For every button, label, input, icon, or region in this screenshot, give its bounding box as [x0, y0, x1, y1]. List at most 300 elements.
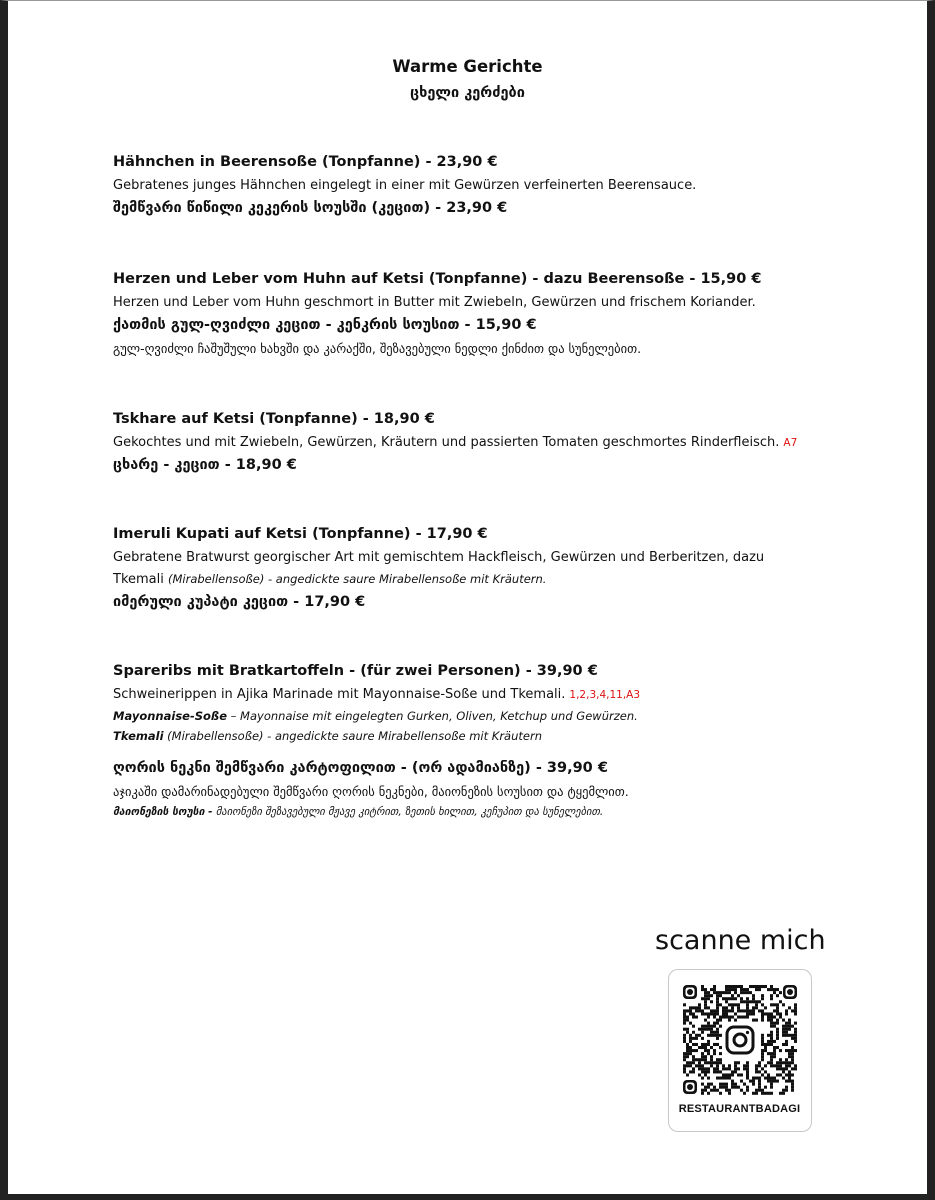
qr-module: [695, 1006, 698, 1009]
qr-module: [731, 1006, 734, 1009]
qr-module: [710, 994, 713, 997]
qr-module: [713, 1086, 716, 1089]
qr-module: [704, 1089, 707, 1092]
qr-module: [785, 1009, 788, 1012]
qr-module: [767, 1073, 770, 1076]
qr-module: [737, 1003, 740, 1006]
item-desc-text: Schweinerippen in Ajika Marinade mit Mayonnaise-Soße und Tkemali.: [113, 687, 566, 702]
qr-module: [743, 1016, 746, 1019]
qr-module: [767, 1092, 770, 1095]
qr-module: [761, 1052, 764, 1055]
qr-module: [785, 1067, 788, 1070]
sauce-desc: – Mayonnaise mit eingelegten Gurken, Oliven, Ketchup und Gewürzen.: [230, 709, 638, 723]
qr-module: [719, 994, 722, 997]
qr-module: [701, 1043, 704, 1046]
qr-module: [683, 1040, 686, 1043]
qr-module: [731, 1070, 734, 1073]
qr-module: [719, 1061, 722, 1064]
qr-module: [785, 1089, 788, 1092]
qr-module: [743, 1000, 746, 1003]
qr-module: [794, 1009, 797, 1012]
qr-module: [755, 1067, 758, 1070]
qr-module: [758, 1089, 761, 1092]
qr-module: [722, 1012, 725, 1015]
qr-module: [737, 985, 740, 988]
qr-module: [692, 1037, 695, 1040]
qr-module: [743, 1067, 746, 1070]
qr-module: [755, 988, 758, 991]
qr-module: [794, 1006, 797, 1009]
qr-module: [731, 1073, 734, 1076]
qr-module: [713, 1031, 716, 1034]
qr-module: [785, 1025, 788, 1028]
qr-module: [707, 1034, 710, 1037]
qr-module: [752, 1019, 755, 1022]
qr-module: [791, 1089, 794, 1092]
qr-module: [728, 1016, 731, 1019]
qr-module: [683, 1003, 686, 1006]
qr-module: [752, 1012, 755, 1015]
qr-module: [770, 1077, 773, 1080]
qr-module: [689, 1040, 692, 1043]
qr-module: [788, 1073, 791, 1076]
qr-module: [791, 1061, 794, 1064]
qr-module: [686, 1009, 689, 1012]
qr-module: [734, 988, 737, 991]
qr-module: [725, 985, 728, 988]
qr-module: [746, 1012, 749, 1015]
item-name-de: Tskhare auf Ketsi (Tonpfanne) - 18,90 €: [113, 411, 435, 427]
qr-module: [749, 985, 752, 988]
sauce-desc-ka: მაიონეზი შეზავებული მჟავე კიტრით, ზეთის ხილით, კეჩუპით და სუნელებით.: [215, 806, 604, 818]
qr-module: [770, 1061, 773, 1064]
qr-module: [728, 1003, 731, 1006]
qr-module: [767, 1061, 770, 1064]
qr-module: [701, 1070, 704, 1073]
qr-module: [785, 1040, 788, 1043]
instagram-icon: [723, 1023, 757, 1057]
qr-module: [794, 1067, 797, 1070]
qr-module: [716, 997, 719, 1000]
qr-module: [788, 1055, 791, 1058]
qr-module: [704, 988, 707, 991]
qr-module: [689, 1052, 692, 1055]
qr-module: [686, 1043, 689, 1046]
qr-module: [725, 1016, 728, 1019]
qr-module: [764, 1070, 767, 1073]
qr-module: [713, 1061, 716, 1064]
qr-module: [764, 1046, 767, 1049]
qr-module: [701, 1052, 704, 1055]
qr-module: [722, 1077, 725, 1080]
qr-module: [773, 1022, 776, 1025]
qr-module: [770, 1025, 773, 1028]
qr-module: [710, 1046, 713, 1049]
qr-module: [746, 1086, 749, 1089]
qr-module: [731, 1016, 734, 1019]
qr-module: [755, 1077, 758, 1080]
qr-caption: scanne mich: [655, 925, 826, 956]
qr-module: [731, 994, 734, 997]
qr-finder-top-right: [783, 985, 797, 999]
qr-module: [707, 997, 710, 1000]
qr-module: [791, 1073, 794, 1076]
sauce-name-ka: მაიონეზის სოუსი -: [113, 806, 213, 818]
qr-module: [764, 1086, 767, 1089]
qr-module: [731, 1003, 734, 1006]
sauce-note: (Mirabellensoße) - angedickte saure Mirabellensoße mit Kräutern.: [168, 572, 547, 586]
qr-module: [713, 985, 716, 988]
qr-module: [728, 1073, 731, 1076]
item-name-de: Hähnchen in Beerensoße (Tonpfanne) - 23,90 €: [113, 154, 498, 170]
qr-module: [788, 1022, 791, 1025]
qr-module: [734, 1086, 737, 1089]
qr-module: [770, 1019, 773, 1022]
qr-module: [752, 997, 755, 1000]
qr-module: [701, 1012, 704, 1015]
qr-module: [749, 1012, 752, 1015]
qr-module: [728, 1077, 731, 1080]
qr-module: [704, 991, 707, 994]
qr-module: [710, 1034, 713, 1037]
qr-module: [782, 1092, 785, 1095]
qr-module: [698, 1006, 701, 1009]
qr-module: [725, 1067, 728, 1070]
qr-module: [758, 1064, 761, 1067]
qr-module: [707, 1025, 710, 1028]
qr-module: [731, 1080, 734, 1083]
qr-module: [704, 1067, 707, 1070]
qr-module: [782, 1077, 785, 1080]
qr-module: [761, 1037, 764, 1040]
qr-module: [764, 1064, 767, 1067]
qr-module: [794, 1003, 797, 1006]
qr-module: [740, 1080, 743, 1083]
qr-module: [761, 994, 764, 997]
item-name-ka: ღორის ნეკნი შემწვარი კარტოფილით - (ორ ადამიანზე) - 39,90 €: [113, 760, 608, 776]
qr-module: [782, 1025, 785, 1028]
qr-module: [704, 1049, 707, 1052]
qr-module: [731, 997, 734, 1000]
qr-module: [734, 1003, 737, 1006]
page-title: Warme Gerichte: [392, 57, 543, 76]
qr-module: [704, 1058, 707, 1061]
qr-module: [770, 1034, 773, 1037]
qr-module: [722, 1073, 725, 1076]
qr-module: [701, 1077, 704, 1080]
qr-module: [773, 991, 776, 994]
qr-module: [707, 1006, 710, 1009]
sauce-line-ka: [113, 806, 603, 818]
qr-module: [725, 1009, 728, 1012]
qr-module: [791, 1055, 794, 1058]
qr-module: [755, 1064, 758, 1067]
qr-module: [719, 1046, 722, 1049]
qr-module: [707, 1083, 710, 1086]
qr-module: [728, 1019, 731, 1022]
qr-module: [752, 1009, 755, 1012]
qr-module: [704, 994, 707, 997]
qr-module: [761, 1012, 764, 1015]
qr-module: [749, 991, 752, 994]
qr-module: [779, 1016, 782, 1019]
qr-module: [704, 1061, 707, 1064]
qr-module: [713, 1034, 716, 1037]
qr-module: [767, 1052, 770, 1055]
item-name-ka: იმერული კუპატი კეცით - 17,90 €: [113, 594, 366, 610]
qr-module: [773, 1052, 776, 1055]
qr-module: [758, 1000, 761, 1003]
item-name-ka: ცხარე - კეცით - 18,90 €: [113, 457, 297, 473]
qr-module: [776, 1073, 779, 1076]
qr-module: [770, 1086, 773, 1089]
qr-module: [782, 1067, 785, 1070]
qr-module: [722, 1086, 725, 1089]
qr-module: [770, 994, 773, 997]
qr-module: [761, 1058, 764, 1061]
qr-module: [794, 1049, 797, 1052]
qr-module: [776, 1031, 779, 1034]
qr-module: [785, 1061, 788, 1064]
qr-module: [740, 1089, 743, 1092]
item-desc-de: [113, 687, 640, 702]
qr-module: [785, 1022, 788, 1025]
qr-module: [782, 1034, 785, 1037]
qr-module: [683, 1052, 686, 1055]
qr-module: [794, 1064, 797, 1067]
qr-module: [785, 1049, 788, 1052]
sauce-name: Mayonnaise-Soße: [113, 709, 227, 723]
qr-module: [722, 997, 725, 1000]
qr-module: [710, 1031, 713, 1034]
qr-module: [719, 1086, 722, 1089]
qr-module: [713, 1012, 716, 1015]
qr-module: [740, 1073, 743, 1076]
qr-module: [710, 1055, 713, 1058]
qr-module: [752, 1083, 755, 1086]
qr-module: [701, 985, 704, 988]
qr-module: [740, 1000, 743, 1003]
qr-module: [725, 1083, 728, 1086]
qr-module: [770, 1012, 773, 1015]
qr-module: [770, 1058, 773, 1061]
qr-module: [794, 1028, 797, 1031]
qr-module: [764, 985, 767, 988]
qr-module: [758, 988, 761, 991]
qr-module: [785, 1012, 788, 1015]
qr-module: [728, 1067, 731, 1070]
qr-module: [713, 1009, 716, 1012]
qr-module: [794, 1037, 797, 1040]
qr-module: [770, 1003, 773, 1006]
item-desc-de: Gebratene Bratwurst georgischer Art mit gemischtem Hackfleisch, Gewürzen und Berberitzen, dazu: [113, 550, 765, 565]
qr-module: [692, 1016, 695, 1019]
qr-module: [698, 1061, 701, 1064]
qr-module: [743, 1009, 746, 1012]
qr-module: [731, 985, 734, 988]
qr-module: [788, 1061, 791, 1064]
qr-module: [719, 1092, 722, 1095]
qr-module: [788, 1080, 791, 1083]
qr-module: [755, 1019, 758, 1022]
qr-module: [734, 1019, 737, 1022]
qr-module: [752, 1080, 755, 1083]
qr-module: [683, 1009, 686, 1012]
qr-module: [782, 1028, 785, 1031]
qr-module: [710, 1025, 713, 1028]
qr-module: [716, 1037, 719, 1040]
qr-module: [794, 1012, 797, 1015]
qr-module: [722, 1067, 725, 1070]
qr-module: [746, 1073, 749, 1076]
qr-module: [746, 1061, 749, 1064]
qr-module: [767, 1043, 770, 1046]
qr-module: [770, 985, 773, 988]
qr-module: [692, 1067, 695, 1070]
qr-module: [782, 1089, 785, 1092]
qr-module: [761, 1073, 764, 1076]
qr-module: [692, 1012, 695, 1015]
qr-module: [686, 1046, 689, 1049]
page-subtitle: ცხელი კერძები: [410, 85, 525, 101]
qr-module: [704, 1046, 707, 1049]
qr-module: [716, 1028, 719, 1031]
qr-module: [731, 1083, 734, 1086]
qr-module: [707, 1086, 710, 1089]
qr-module: [773, 1046, 776, 1049]
qr-module: [686, 1049, 689, 1052]
qr-module: [728, 991, 731, 994]
qr-module: [785, 1058, 788, 1061]
qr-module: [737, 1061, 740, 1064]
qr-module: [695, 1058, 698, 1061]
qr-label: RESTAURANTBADAGI: [678, 1103, 801, 1115]
sauce-line: [113, 729, 542, 743]
qr-module: [734, 1070, 737, 1073]
qr-module: [767, 1034, 770, 1037]
qr-module: [713, 1070, 716, 1073]
qr-module: [770, 988, 773, 991]
qr-module: [746, 1003, 749, 1006]
qr-module: [695, 1043, 698, 1046]
qr-module: [695, 1009, 698, 1012]
qr-module: [776, 1046, 779, 1049]
qr-module: [713, 1067, 716, 1070]
qr-module: [770, 1016, 773, 1019]
qr-module: [719, 1034, 722, 1037]
qr-module: [710, 1012, 713, 1015]
qr-module: [788, 1025, 791, 1028]
qr-module: [779, 1061, 782, 1064]
qr-module: [737, 1009, 740, 1012]
qr-module: [776, 1019, 779, 1022]
qr-module: [692, 1061, 695, 1064]
qr-module: [686, 1073, 689, 1076]
qr-module: [767, 1012, 770, 1015]
qr-module: [728, 997, 731, 1000]
qr-module: [686, 1016, 689, 1019]
qr-module: [716, 1034, 719, 1037]
qr-module: [773, 1055, 776, 1058]
qr-module: [728, 1089, 731, 1092]
qr-module: [683, 1067, 686, 1070]
qr-module: [752, 1092, 755, 1095]
qr-module: [770, 1040, 773, 1043]
qr-module: [770, 1064, 773, 1067]
qr-module: [746, 1006, 749, 1009]
qr-module: [683, 1070, 686, 1073]
sauce-line: [113, 709, 638, 723]
qr-module: [788, 1028, 791, 1031]
qr-module: [785, 1064, 788, 1067]
qr-module: [788, 1034, 791, 1037]
qr-module: [689, 1061, 692, 1064]
qr-module: [704, 1055, 707, 1058]
qr-module: [761, 997, 764, 1000]
qr-module: [686, 1061, 689, 1064]
qr-module: [767, 1019, 770, 1022]
qr-module: [788, 1006, 791, 1009]
qr-module: [794, 1034, 797, 1037]
qr-module: [773, 1040, 776, 1043]
qr-module: [719, 1025, 722, 1028]
qr-module: [725, 1077, 728, 1080]
qr-module: [779, 1064, 782, 1067]
qr-module: [692, 1043, 695, 1046]
qr-module: [770, 1055, 773, 1058]
qr-module: [791, 1052, 794, 1055]
qr-module: [713, 1089, 716, 1092]
qr-module: [704, 1012, 707, 1015]
qr-module: [716, 1022, 719, 1025]
item-desc-de-2: [113, 572, 546, 587]
qr-module: [683, 1037, 686, 1040]
qr-module: [704, 1073, 707, 1076]
item-name-de: Herzen und Leber vom Huhn auf Ketsi (Tonpfanne) - dazu Beerensoße - 15,90 €: [113, 271, 762, 287]
qr-module: [773, 1009, 776, 1012]
qr-module: [698, 1009, 701, 1012]
item-desc-ka: გულ-ღვიძლი ჩაშუშული ხახვში და კარაქში, შეზავებული ნედლი ქინძით და სუნელებით.: [113, 341, 642, 356]
qr-module: [734, 997, 737, 1000]
qr-module: [776, 1006, 779, 1009]
qr-module: [770, 1037, 773, 1040]
qr-module: [764, 1049, 767, 1052]
qr-module: [725, 991, 728, 994]
qr-module: [779, 1000, 782, 1003]
qr-module: [704, 1025, 707, 1028]
qr-module: [722, 1009, 725, 1012]
item-desc-de: Herzen und Leber vom Huhn geschmort in Butter mit Zwiebeln, Gewürzen und frischem Koriander.: [113, 295, 756, 310]
qr-module: [752, 1006, 755, 1009]
qr-module: [785, 1031, 788, 1034]
qr-module: [746, 1000, 749, 1003]
qr-module: [701, 1046, 704, 1049]
qr-module: [761, 1019, 764, 1022]
qr-module: [719, 1058, 722, 1061]
qr-module: [752, 994, 755, 997]
qr-code-card[interactable]: [668, 969, 812, 1132]
item-name-de: Spareribs mit Bratkartoffeln - (für zwei Personen) - 39,90 €: [113, 663, 598, 679]
qr-module: [707, 1049, 710, 1052]
qr-module: [734, 1064, 737, 1067]
qr-module: [716, 1009, 719, 1012]
qr-module: [743, 988, 746, 991]
qr-module: [704, 1006, 707, 1009]
qr-module: [737, 1073, 740, 1076]
qr-module: [728, 1064, 731, 1067]
qr-module: [776, 1034, 779, 1037]
qr-code[interactable]: [683, 985, 797, 1095]
